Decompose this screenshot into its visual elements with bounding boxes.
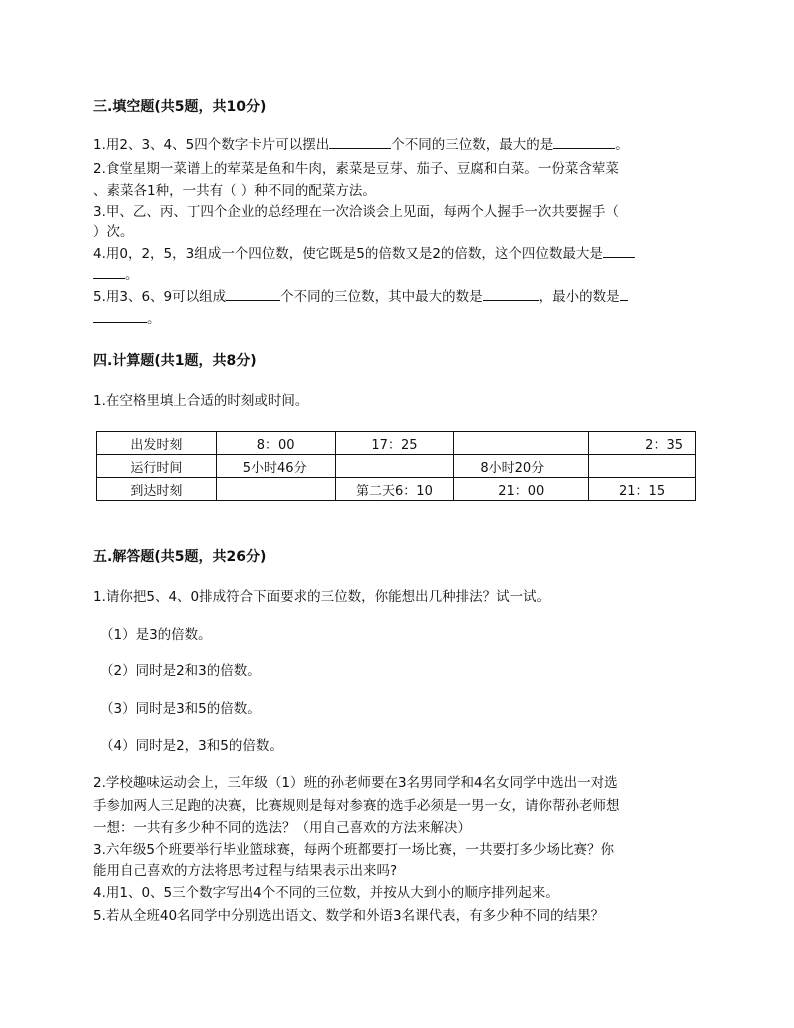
- table-cell: [454, 432, 589, 455]
- s3-q5-end: 。: [147, 311, 161, 327]
- s3-q5-text-c: ，最小的数是: [538, 289, 620, 305]
- s3-q3-line-2: ）次。: [93, 224, 134, 240]
- table-cell: [335, 455, 454, 478]
- table-cell: 8：00: [216, 432, 335, 455]
- s5-q2-line-1: 2.学校趣味运动会上，三年级（1）班的孙老师要在3名男同学和4名女同学中选出一对选: [93, 775, 618, 791]
- s3-q4-blank-2: [93, 266, 125, 279]
- s3-q5-line-1: [93, 288, 628, 306]
- time-table: [96, 431, 696, 501]
- table-cell: 17：25: [335, 432, 454, 455]
- s5-q1: 1.请你把5、4、0排成符合下面要求的三位数，你能想出几种排法？试一试。: [93, 589, 551, 605]
- s3-q3-line-1: 3.甲、乙、丙、丁四个企业的总经理在一次洽谈会上见面，每两个人握手一次共要握手（: [93, 204, 619, 220]
- s3-q5-text-a: 5.用3、6、9可以组成: [93, 289, 227, 305]
- table-cell: [589, 455, 696, 478]
- s3-q4-blank-1: [603, 245, 635, 258]
- s3-q1-blank-2: [553, 136, 615, 149]
- s3-q5-text-b: 个不同的三位数，其中最大的数是: [280, 289, 483, 305]
- table-cell: 运行时间: [97, 455, 217, 478]
- s3-q1-text-c: 。: [615, 137, 629, 153]
- s3-q4-text: 4.用0，2，5，3组成一个四位数，使它既是5的倍数又是2的倍数，这个四位数最大是: [93, 246, 603, 262]
- s5-q1-sub-1: （1）是3的倍数。: [100, 627, 212, 643]
- s3-q4-line-1: [93, 245, 635, 263]
- s3-q5-blank-1: [226, 288, 280, 301]
- s5-q4: 4.用1、0、5三个数字写出4个不同的三位数，并按从大到小的顺序排列起来。: [93, 885, 559, 901]
- table-cell: 21：15: [589, 478, 696, 501]
- s5-q1-sub-4: （4）同时是2，3和5的倍数。: [100, 738, 283, 754]
- s3-q5-blank-4: [93, 310, 147, 323]
- section-5-title: 五.解答题(共5题，共26分): [93, 549, 267, 565]
- s3-q4-end: 。: [125, 267, 139, 283]
- s5-q1-sub-2: （2）同时是2和3的倍数。: [100, 663, 261, 679]
- table-cell: 第二天6：10: [335, 478, 454, 501]
- section-3-title: 三.填空题(共5题，共10分): [93, 99, 267, 115]
- s5-q2-line-3: 一想：一共有多少种不同的选法？（用自己喜欢的方法来解决）: [93, 820, 471, 836]
- s3-q1-text-a: 1.用2、3、4、5四个数字卡片可以摆出: [93, 137, 330, 153]
- s5-q5: 5.若从全班40名同学中分别选出语文、数学和外语3名课代表，有多少种不同的结果？: [93, 908, 605, 924]
- table-cell: 21：00: [454, 478, 589, 501]
- s3-q1-text-b: 个不同的三位数，最大的是: [391, 137, 554, 153]
- s3-q5-line-2: [93, 310, 161, 328]
- s5-q3-line-1: 3.六年级5个班要举行毕业篮球赛，每两个班都要打一场比赛，一共要打多少场比赛？你: [93, 842, 614, 858]
- s5-q2-line-2: 手参加两人三足跑的决赛，比赛规则是每对参赛的选手必须是一男一女，请你帮孙老师想: [93, 798, 620, 814]
- s5-q1-sub-3: （3）同时是3和5的倍数。: [100, 701, 261, 717]
- s3-q4-line-2: [93, 266, 139, 284]
- table-cell: 到达时刻: [97, 478, 217, 501]
- s3-q5-blank-3: [620, 288, 628, 301]
- s3-q1: [93, 136, 629, 154]
- s5-q3-line-2: 能用自己喜欢的方法将思考过程与结果表示出来吗?: [93, 863, 398, 879]
- s3-q5-blank-2: [483, 288, 539, 301]
- table-cell: 出发时刻: [97, 432, 217, 455]
- s3-q2-line-1: 2.食堂星期一菜谱上的荤菜是鱼和牛肉，素菜是豆芽、茄子、豆腐和白菜。一份菜含荤菜: [93, 161, 619, 177]
- table-cell: [216, 478, 335, 501]
- table-row: [97, 432, 696, 455]
- section-4-title: 四.计算题(共1题，共8分): [93, 353, 257, 369]
- table-cell: 2：35: [589, 432, 696, 455]
- s4-q1: 1.在空格里填上合适的时刻或时间。: [93, 393, 309, 409]
- s3-q1-blank-1: [329, 136, 391, 149]
- s3-q2-line-2: 、素菜各1种，一共有（ ）种不同的配菜方法。: [93, 183, 376, 199]
- table-row: [97, 455, 696, 478]
- table-row: [97, 478, 696, 501]
- table-cell: 5小时46分: [216, 455, 335, 478]
- table-cell: 8小时20分: [454, 455, 589, 478]
